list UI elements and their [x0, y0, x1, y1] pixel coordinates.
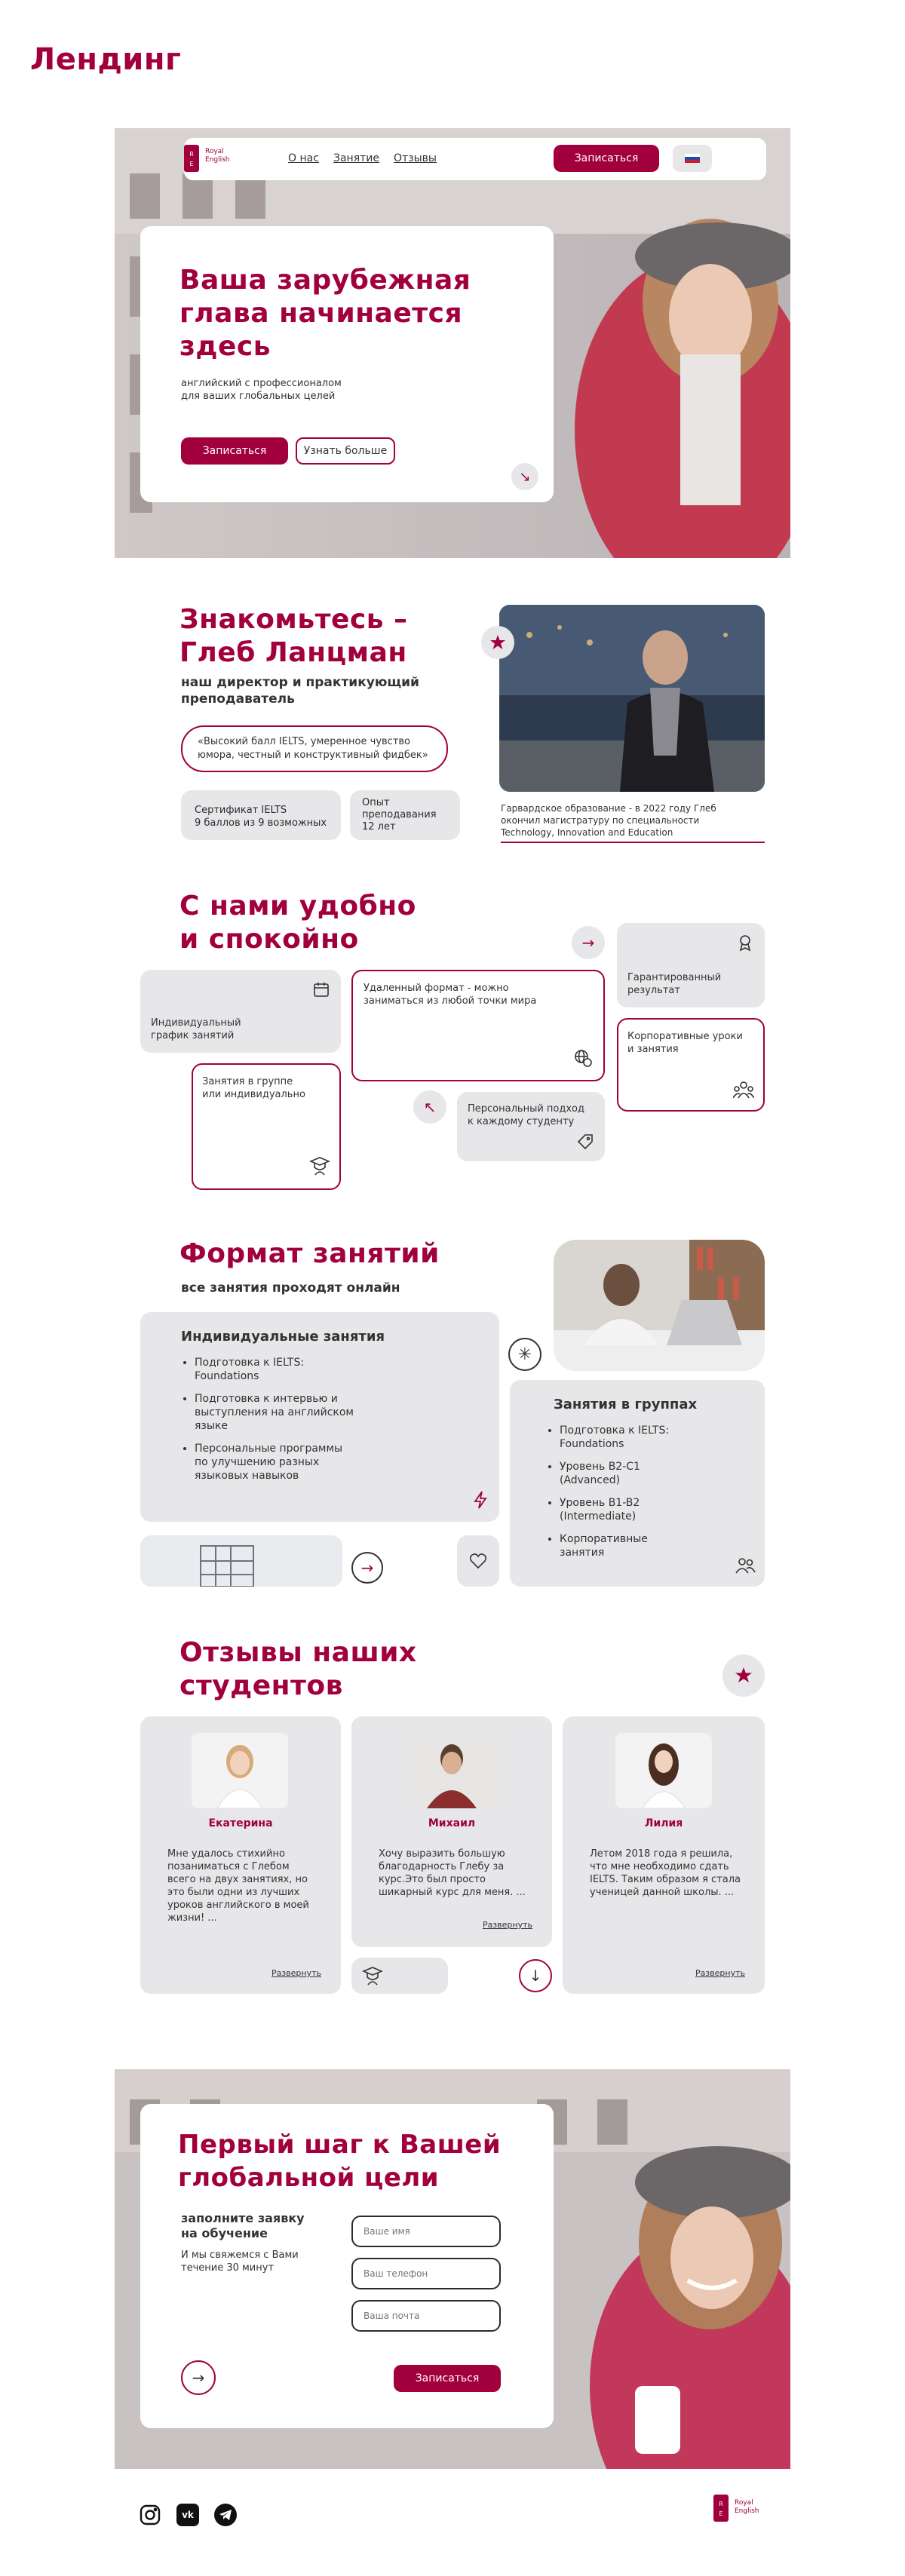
hero-learn-more-button[interactable]: Узнать больше — [296, 437, 395, 465]
benefit-corporate: Корпоративные уроки и занятия — [617, 1018, 765, 1112]
group-item: • Уровень B1-B2 (Intermediate) — [560, 1496, 694, 1523]
benefit-schedule: Индивидуальный график занятий — [140, 970, 341, 1053]
format-subtitle: все занятия проходят онлайн — [181, 1280, 400, 1296]
arrow-down-icon[interactable]: ↓ — [519, 1959, 552, 1992]
review-text: Летом 2018 года я решила, что мне необходимо сдать IELTS. Таким образом я стала ученицей данной школы. ... — [590, 1848, 741, 1898]
about-quote: «Высокий балл IELTS, умеренное чувство юмора, честный и конструктивный фидбек» — [181, 725, 448, 772]
group-item: • Уровень B2-C1 (Advanced) — [560, 1460, 694, 1487]
users-icon — [735, 1556, 756, 1578]
benefit-guaranteed: Гарантированный результат — [617, 923, 765, 1007]
hero-signup-button[interactable]: Записаться — [181, 437, 288, 465]
notebook-photo — [140, 1535, 342, 1587]
graduate-icon — [309, 1155, 330, 1179]
reviewer-avatar — [615, 1733, 712, 1808]
group-lessons-card — [510, 1380, 765, 1587]
individual-item: • Персональные программы по улучшению разных языковых навыков — [195, 1442, 359, 1483]
expand-link[interactable]: Развернуть — [271, 1968, 321, 1978]
format-title: Формат занятий — [179, 1238, 440, 1269]
review-card — [140, 1716, 341, 1994]
reviewer-name: Лилия — [644, 1817, 683, 1829]
reviews-title: Отзывы наших студентов — [179, 1637, 417, 1701]
review-text: Мне удалось стихийно позаниматься с Глебом всего на двух занятиях, но это были одни из лучших уроков английского в моей жизни! ... — [167, 1848, 309, 1924]
hero-subtitle: английский с профессионалом для ваших глобальных целей — [181, 378, 342, 402]
reviewer-avatar — [192, 1733, 288, 1808]
arrow-right-icon[interactable]: → — [572, 926, 605, 959]
calendar-icon — [312, 980, 330, 1001]
benefit-personal: Персональный подход к каждому студенту — [457, 1092, 605, 1161]
individual-title: Индивидуальные занятия — [181, 1329, 385, 1345]
hero-title: Ваша зарубежная глава начинается здесь — [179, 265, 471, 362]
svg-text:R: R — [719, 2501, 723, 2507]
svg-text:E: E — [719, 2510, 723, 2517]
footer-logo-text-line1: Royal — [735, 2499, 753, 2507]
vk-icon[interactable]: vk — [176, 2504, 199, 2526]
benefit-remote: Удаленный формат - можно заниматься из любой точки мира — [351, 970, 605, 1081]
review-card — [351, 1716, 552, 1947]
logo-text-line2: English — [205, 156, 230, 164]
benefit-group-or-individual: Занятия в группе или индивидуально — [192, 1063, 341, 1190]
group-item: • Корпоративные занятия — [560, 1532, 694, 1559]
benefits-title: С нами удобно и спокойно — [179, 891, 416, 955]
asterisk-icon: ✳ — [508, 1338, 541, 1371]
arrow-up-left-icon[interactable]: ↖ — [413, 1090, 446, 1124]
signup-title: Первый шаг к Вашей глобальной цели — [178, 2130, 502, 2193]
email-input[interactable] — [351, 2300, 501, 2332]
reviewer-avatar — [404, 1733, 499, 1808]
svg-text:E: E — [189, 161, 194, 167]
groups-title: Занятия в группах — [554, 1397, 698, 1412]
logo-text-line1: Royal — [205, 148, 224, 155]
arrow-right-circle-icon[interactable]: → — [181, 2360, 216, 2395]
svg-text:R: R — [189, 151, 194, 158]
expand-link[interactable]: Развернуть — [482, 1920, 532, 1930]
footer-logo-icon[interactable] — [712, 2493, 730, 2523]
star-icon — [722, 1654, 765, 1697]
team-icon — [733, 1080, 754, 1102]
signup-note: И мы свяжемся с Вами течение 30 минут — [181, 2249, 299, 2274]
heart-icon[interactable] — [457, 1535, 499, 1587]
nav-link-lessons[interactable]: Занятие — [333, 152, 379, 164]
individual-lessons-card — [140, 1312, 499, 1522]
instagram-icon[interactable] — [139, 2504, 161, 2526]
language-button[interactable] — [673, 145, 712, 172]
award-icon — [736, 934, 754, 955]
experience-badge: Опыт преподавания 12 лет — [350, 790, 460, 840]
about-subtitle: наш директор и практикующий преподаватель — [181, 675, 419, 707]
arrow-down-right-icon[interactable]: ↘ — [511, 463, 538, 490]
name-input[interactable] — [351, 2216, 501, 2247]
director-photo — [499, 605, 765, 792]
graduate-icon — [351, 1958, 448, 1994]
caption-underline — [501, 842, 765, 843]
review-text: Хочу выразить большую благодарность Глебу за курс.Это был просто шикарный курс для меня. ... — [379, 1848, 526, 1898]
reviewer-name: Михаил — [428, 1817, 476, 1829]
student-laptop-photo — [554, 1240, 765, 1371]
logo-icon[interactable] — [183, 145, 201, 172]
star-icon — [481, 626, 514, 659]
ielts-certificate-badge: Сертификат IELTS 9 баллов из 9 возможных — [181, 790, 341, 840]
phone-input[interactable] — [351, 2258, 501, 2289]
arrow-right-circle-icon[interactable]: → — [351, 1552, 383, 1584]
page-title: Лендинг — [30, 42, 182, 77]
expand-link[interactable]: Развернуть — [695, 1968, 745, 1978]
nav-link-about[interactable]: О нас — [288, 152, 319, 164]
director-caption: Гарвардское образование - в 2022 году Глеб окончил магистратуру по специальности Technology, Innovation and Education — [501, 803, 716, 838]
russia-flag-icon — [685, 154, 700, 163]
individual-item: • Подготовка к IELTS: Foundations — [195, 1356, 359, 1383]
signup-submit-button[interactable]: Записаться — [394, 2365, 501, 2392]
lightning-icon — [472, 1490, 489, 1513]
nav-signup-button[interactable]: Записаться — [554, 145, 659, 172]
signup-subtitle: заполните заявку на обучение — [181, 2211, 305, 2240]
tag-icon — [576, 1133, 594, 1154]
review-card — [563, 1716, 765, 1994]
telegram-icon[interactable] — [214, 2504, 237, 2526]
individual-item: • Подготовка к интервью и выступления на английском языке — [195, 1392, 359, 1433]
reviewer-name: Екатерина — [208, 1817, 273, 1829]
globe-icon — [573, 1048, 593, 1071]
group-item: • Подготовка к IELTS: Foundations — [560, 1424, 694, 1451]
footer-logo-text-line2: English — [735, 2507, 759, 2515]
nav-link-reviews[interactable]: Отзывы — [394, 152, 437, 164]
about-title: Знакомьтесь – Глеб Ланцман — [179, 604, 408, 668]
